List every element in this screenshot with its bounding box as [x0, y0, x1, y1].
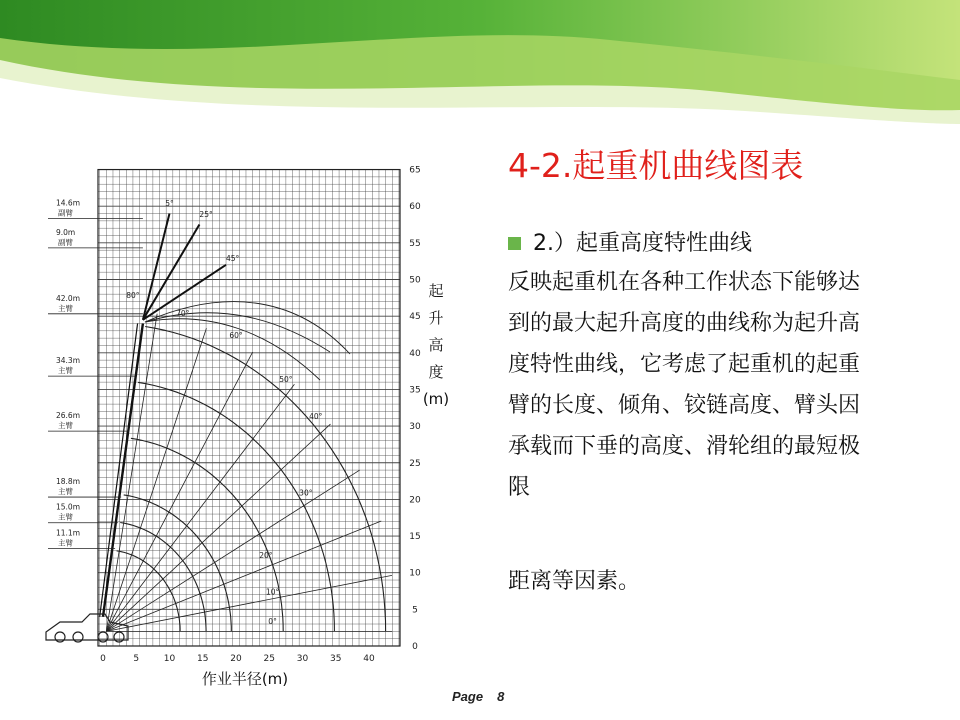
y-tick-label: 5: [412, 605, 418, 616]
boom-type-label: 主臂: [58, 421, 73, 431]
angle-label: 5°: [165, 199, 174, 209]
angle-label: 20°: [259, 551, 273, 561]
boom-type-label: 主臂: [58, 303, 73, 313]
angle-label: 10°: [265, 587, 280, 597]
crane-lifting-height-chart: [0, 130, 500, 700]
page-footer: [452, 689, 518, 704]
x-axis-label: 作业半径(m): [201, 670, 289, 688]
bullet-square-icon: [508, 237, 521, 250]
angle-label: 25°: [199, 210, 213, 220]
angle-label: 60°: [229, 331, 243, 341]
x-tick-label: 20: [230, 654, 242, 664]
x-tick-label: 35: [330, 654, 342, 664]
boom-length-label: 11.1m: [56, 528, 81, 538]
y-tick-label: 20: [409, 495, 421, 506]
boom-type-label: 主臂: [58, 538, 73, 548]
bullet-item: [508, 226, 752, 257]
y-tick-label: 55: [409, 238, 421, 249]
x-tick-label: 30: [296, 654, 309, 664]
y-axis-label-char: 度: [428, 363, 444, 381]
x-tick-label: 10: [163, 654, 176, 664]
angle-label: 50°: [279, 375, 293, 385]
body-paragraph: 反映起重机在各种工作状态下能够达到的最大起升高度的曲线称为起升高度特性曲线，它考虑了起重机的起重臂的长度、倾角、铰链高度、臂头因承载而下垂的高度、滑轮组的最短极限: [508, 270, 861, 500]
x-tick-label: 0: [100, 654, 106, 664]
boom-length-label: 14.6m: [56, 198, 81, 208]
y-tick-label: 65: [409, 165, 421, 176]
boom-length-label: 9.0m: [56, 227, 76, 237]
page-number: 8: [497, 689, 505, 704]
angle-ray: [106, 575, 392, 631]
x-tick-label: 5: [133, 654, 140, 664]
page-label: Page: [452, 689, 484, 704]
y-axis-label-char: (m): [422, 390, 450, 408]
y-tick-label: 50: [409, 275, 421, 286]
y-tick-label: 10: [409, 568, 421, 579]
y-tick-label: 40: [409, 348, 421, 359]
y-tick-label: 45: [409, 312, 421, 323]
boom-length-arc: [145, 327, 385, 632]
boom-length-label: 34.3m: [56, 356, 81, 366]
boom-length-label: 42.0m: [56, 293, 81, 303]
boom-length-label: 15.0m: [56, 502, 81, 512]
boom-type-label: 副臂: [58, 237, 73, 247]
header-banner: [0, 0, 960, 125]
y-axis-label-char: 起: [428, 282, 444, 300]
y-tick-label: 25: [409, 458, 421, 469]
bullet-text: 2.）起重高度特性曲线: [533, 231, 752, 256]
y-tick-label: 35: [409, 385, 421, 396]
grid-frame: [98, 170, 400, 646]
x-tick-label: 25: [263, 654, 275, 664]
angle-ray: [106, 521, 381, 631]
chart-curves: [106, 302, 392, 632]
y-axis-label-char: 升: [428, 309, 444, 327]
angle-label: 70°: [176, 309, 190, 319]
boom-type-label: 主臂: [58, 487, 73, 497]
chart-grid: [98, 170, 400, 646]
angle-label: 45°: [226, 254, 240, 264]
boom-length-label: 18.8m: [56, 477, 81, 487]
slide-title: 4-2.起重机曲线图表: [508, 146, 804, 185]
body-paragraph-end: 距离等因素。: [508, 569, 641, 594]
y-tick-label: 0: [412, 642, 418, 652]
x-tick-label: 15: [197, 654, 209, 664]
y-tick-label: 60: [409, 202, 421, 213]
y-tick-label: 15: [409, 532, 421, 543]
angle-label: 80°: [126, 290, 140, 300]
angle-label: 0°: [268, 617, 277, 627]
boom-type-label: 主臂: [58, 366, 73, 376]
boom-type-label: 主臂: [58, 512, 73, 522]
angle-label: 30°: [299, 488, 313, 498]
y-axis-label-char: 高: [428, 336, 444, 354]
boom-length-label: 26.6m: [56, 411, 81, 421]
boom-type-label: 副臂: [58, 208, 73, 218]
y-tick-label: 30: [409, 422, 421, 433]
angle-label: 40°: [309, 411, 323, 421]
x-tick-label: 40: [363, 654, 375, 664]
